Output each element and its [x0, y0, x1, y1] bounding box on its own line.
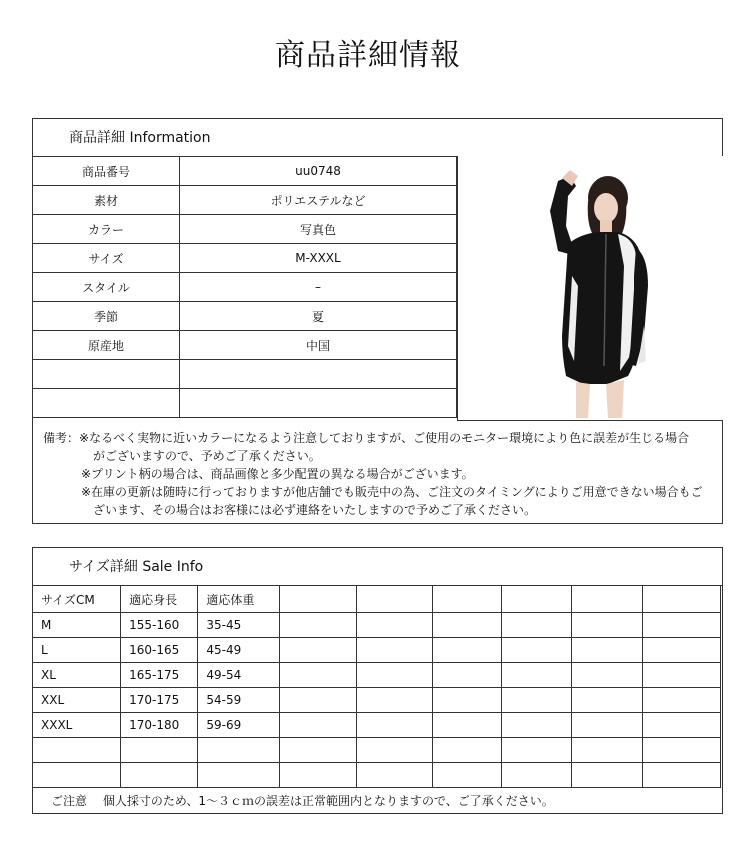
size-cell [643, 763, 721, 788]
size-column-header: サイズCM [33, 586, 121, 613]
info-row [33, 302, 457, 331]
size-cell: XXL [33, 688, 121, 713]
size-cell: 54-59 [198, 688, 279, 713]
size-cell [356, 763, 433, 788]
size-cell [643, 613, 721, 638]
info-value: M-XXXL [180, 244, 457, 273]
size-cell [433, 663, 501, 688]
size-info-section [32, 547, 723, 814]
info-value: – [180, 273, 457, 302]
size-cell: M [33, 613, 121, 638]
size-table [32, 585, 721, 788]
size-column-header [433, 586, 501, 613]
size-cell: 165-175 [121, 663, 198, 688]
size-cell [571, 638, 643, 663]
size-cell [279, 738, 356, 763]
size-cell [501, 688, 571, 713]
info-value [180, 360, 457, 389]
size-column-header [356, 586, 433, 613]
info-row [33, 244, 457, 273]
size-row [33, 738, 721, 763]
size-cell [279, 638, 356, 663]
size-cell: L [33, 638, 121, 663]
size-row [33, 638, 721, 663]
size-cell [33, 763, 121, 788]
size-cell: 160-165 [121, 638, 198, 663]
info-value: 写真色 [180, 215, 457, 244]
size-row [33, 688, 721, 713]
note-line: ※プリント柄の場合は、商品画像と多少配置の異なる場合がございます。 [81, 467, 474, 481]
info-row [33, 215, 457, 244]
size-cell [643, 688, 721, 713]
info-key: 商品番号 [33, 157, 180, 186]
size-cell: 170-180 [121, 713, 198, 738]
size-row [33, 613, 721, 638]
size-cell [279, 613, 356, 638]
info-row [33, 360, 457, 389]
size-cell: XXXL [33, 713, 121, 738]
info-row [33, 157, 457, 186]
info-key: 素材 [33, 186, 180, 215]
info-key: 季節 [33, 302, 180, 331]
info-value: 中国 [180, 331, 457, 360]
size-cell: 35-45 [198, 613, 279, 638]
size-cell [501, 613, 571, 638]
size-cell: 155-160 [121, 613, 198, 638]
size-heading: サイズ詳細 Sale Info [33, 548, 722, 586]
size-column-header [571, 586, 643, 613]
size-cell [571, 713, 643, 738]
size-cell [643, 638, 721, 663]
size-cell [643, 713, 721, 738]
size-cell [643, 663, 721, 688]
info-key: スタイル [33, 273, 180, 302]
swimsuit-model-image [458, 156, 722, 419]
size-row [33, 713, 721, 738]
info-key [33, 389, 180, 418]
note-line: ※在庫の更新は随時に行っておりますが他店舗でも販売中の為、ご注文のタイミングによりご用意できない場合もご [81, 485, 703, 499]
info-key: カラー [33, 215, 180, 244]
size-cell [356, 663, 433, 688]
info-value: 夏 [180, 302, 457, 331]
info-value: ポリエステルなど [180, 186, 457, 215]
note-line: ※なるべく実物に近いカラーになるよう注意しておりますが、ご使用のモニター環境により色に誤差が生じる場合 [79, 431, 690, 445]
info-key: サイズ [33, 244, 180, 273]
info-row [33, 186, 457, 215]
size-cell [571, 763, 643, 788]
info-value: uu0748 [180, 157, 457, 186]
size-column-header [643, 586, 721, 613]
size-cell [433, 763, 501, 788]
size-cell [501, 738, 571, 763]
product-photo [457, 156, 723, 421]
info-key [33, 360, 180, 389]
size-cell [433, 738, 501, 763]
size-cell [501, 713, 571, 738]
size-cell [501, 638, 571, 663]
notes [43, 429, 703, 519]
size-column-header [501, 586, 571, 613]
size-cell [571, 738, 643, 763]
size-cell [643, 738, 721, 763]
size-cell: 59-69 [198, 713, 279, 738]
info-value [180, 389, 457, 418]
info-row [33, 331, 457, 360]
size-cell [356, 638, 433, 663]
notes-label: 備考： [43, 431, 80, 445]
size-cell: 49-54 [198, 663, 279, 688]
note-line: ざいます、その場合はお客様には必ず連絡をいたしますので予めご了承ください。 [93, 503, 537, 517]
size-cell [501, 663, 571, 688]
size-cell [571, 613, 643, 638]
size-header-row [33, 586, 721, 613]
size-cell [121, 763, 198, 788]
info-key: 原産地 [33, 331, 180, 360]
size-column-header [279, 586, 356, 613]
size-cell [279, 688, 356, 713]
size-cell [279, 713, 356, 738]
size-cell [356, 613, 433, 638]
size-cell [433, 688, 501, 713]
product-info-section [32, 118, 723, 524]
info-table [32, 156, 457, 418]
size-cell [571, 688, 643, 713]
size-cell: 170-175 [121, 688, 198, 713]
info-row [33, 389, 457, 418]
info-heading: 商品詳細 Information [33, 119, 722, 157]
size-column-header: 適応体重 [198, 586, 279, 613]
size-cell [356, 738, 433, 763]
size-cell [433, 638, 501, 663]
size-cell [198, 738, 279, 763]
page-title: 商品詳細情報 [275, 38, 461, 73]
size-column-header: 適応身長 [121, 586, 198, 613]
size-cell [356, 688, 433, 713]
info-row [33, 273, 457, 302]
size-cell [279, 763, 356, 788]
size-cell [571, 663, 643, 688]
size-cell [198, 763, 279, 788]
size-cell [279, 663, 356, 688]
size-row [33, 763, 721, 788]
size-cell [33, 738, 121, 763]
note-line: がございますので、予めご了承ください。 [93, 449, 321, 463]
caution-note: ご注意 個人採寸のため、1～３ｃｍの誤差は正常範囲内となりますので、ご了承ください。 [51, 794, 554, 808]
size-cell [356, 713, 433, 738]
size-row [33, 663, 721, 688]
size-cell [501, 763, 571, 788]
size-cell: XL [33, 663, 121, 688]
size-cell [121, 738, 198, 763]
size-cell: 45-49 [198, 638, 279, 663]
size-cell [433, 713, 501, 738]
size-cell [433, 613, 501, 638]
